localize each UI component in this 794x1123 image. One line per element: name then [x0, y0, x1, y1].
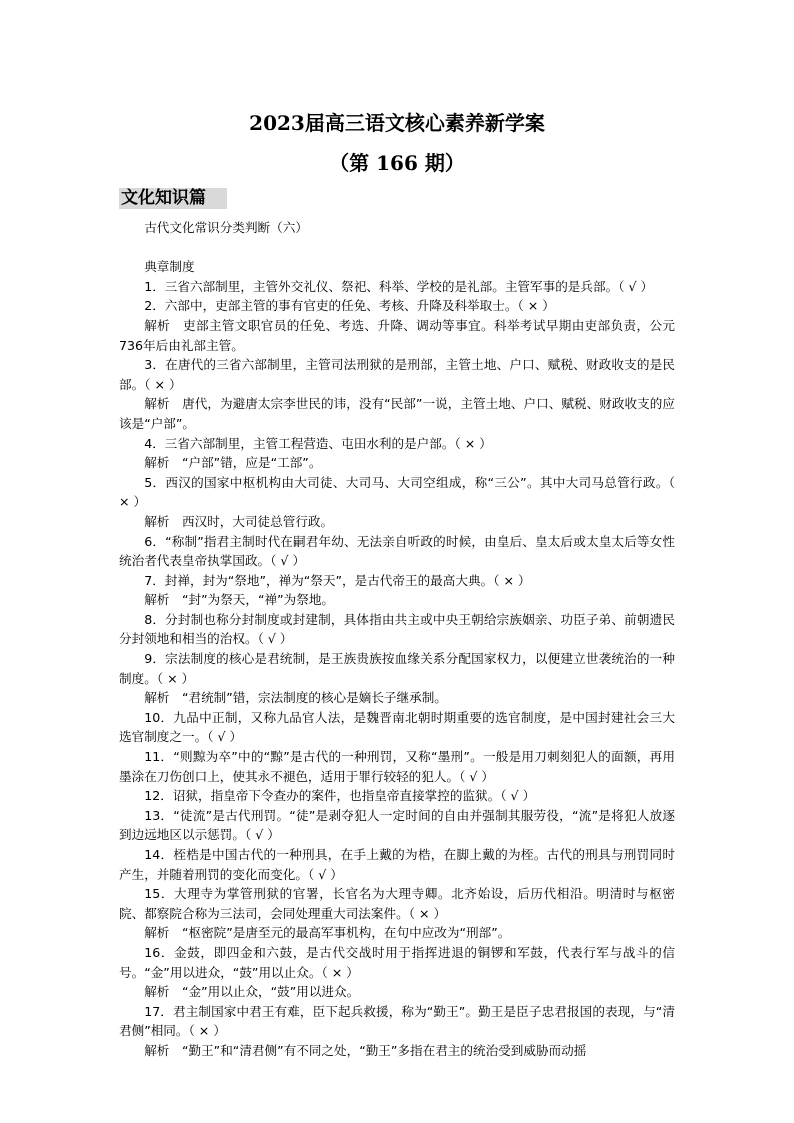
body-line: 17．君主制国家中君王有难，臣下起兵救援，称为“勤王”。勤王是臣子忠君报国的表现，与“清君侧”相同。（ × ） — [119, 1003, 675, 1039]
body-line: 16．金鼓，即四金和六鼓，是古代交战时用于指挥进退的铜锣和军鼓，代表行军与战斗的信号。“金”用以进众，“鼓”用以止众。（ × ） — [119, 944, 675, 980]
document-title: 2023届高三语文核心素养新学案 — [249, 111, 545, 135]
body-line: 2．六部中，吏部主管的事有官吏的任免、考核、升降及科举取士。（ × ） — [144, 298, 555, 314]
explanation-line: 解析 “封”为祭天，“禅”为祭地。 — [144, 592, 335, 608]
section-header: 文化知识篇 — [119, 188, 227, 209]
explanation-line: 解析 “枢密院”是唐至元的最高军事机构，在句中应改为“刑部”。 — [144, 925, 511, 941]
document-body — [119, 218, 675, 1061]
body-line: 13．“徒流”是古代刑罚。“徒”是剥夺犯人一定时间的自由并强制其服劳役，“流”是将犯人放逐到边远地区以示惩罚。（ √ ） — [119, 807, 675, 843]
explanation-line: 解析 “勤王”和“清君侧”有不同之处，“勤王”多指在君主的统治受到威胁而动摇 — [144, 1042, 587, 1058]
body-line: 7．封禅，封为“祭地”，禅为“祭天”，是古代帝王的最高大典。（ × ） — [144, 572, 531, 588]
body-line: 9．宗法制度的核心是君统制，是王族贵族按血缘关系分配国家权力，以便建立世袭统治的一种制度。（ × ） — [119, 651, 675, 686]
body-line: 15．大理寺为掌管刑狱的官署，长官名为大理寺卿。北齐始设，后历代相沿。明清时与枢密院、都察院合称为三法司，会同处理重大司法案件。（ × ） — [119, 886, 675, 921]
explanation-line: 解析 吏部主管文职官员的任免、考选、升降、调动等事宜。科举考试早期由吏部负责，公元736年后由礼部主管。 — [119, 317, 675, 353]
body-line: 11．“则黥为卒”中的“黥”是古代的一种刑罚，又称“墨刑”。一般是用刀刺刻犯人的面额，再用墨涂在刀伤创口上，使其永不褪色，适用于罪行较轻的犯人。（ √ ） — [119, 749, 675, 784]
body-line: 5．西汉的国家中枢机构由大司徒、大司马、大司空组成，称“三公”。其中大司马总管行政。（ × ） — [119, 474, 675, 510]
body-line: 14．桎梏是中国古代的一种刑具，在手上戴的为梏，在脚上戴的为桎。古代的刑具与刑罚同时产生，并随着刑罚的变化而变化。（ √ ） — [119, 847, 675, 882]
subtitle: 古代文化常识分类判断（六） — [144, 220, 308, 235]
explanation-line: 解析 唐代，为避唐太宗李世民的讳，没有“民部”一说，主管土地、户口、赋税、财政收支的应该是“户部”。 — [119, 396, 675, 431]
explanation-line: 解析 “君统制”错，宗法制度的核心是嫡长子继承制。 — [144, 690, 447, 706]
issue-number: （第 166 期） — [329, 151, 465, 175]
body-line: 10．九品中正制，又称九品官人法，是魏晋南北朝时期重要的选官制度，是中国封建社会三大选官制度之一。（ √ ） — [119, 709, 675, 745]
body-line: 8．分封制也称分封制度或封建制，具体指由共主或中央王朝给宗族姻亲、功臣子弟、前朝遗民分封领地和相当的治权。（ √ ） — [119, 611, 675, 647]
explanation-line: 解析 “金”用以止众，“鼓”用以进众。 — [144, 984, 360, 1000]
explanation-line: 解析 西汉时，大司徒总管行政。 — [144, 513, 334, 529]
body-line: 4．三省六部制里，主管工程营造、屯田水利的是户部。（ × ） — [144, 435, 492, 451]
body-line: 1．三省六部制里，主管外交礼仪、祭祀、科举、学校的是礼部。主管军事的是兵部。（ √ ） — [144, 278, 654, 294]
body-line: 6．“称制”指君主制时代在嗣君年幼、无法亲自听政的时候，由皇后、皇太后或太皇太后等女性统治者代表皇帝执掌国政。（ √ ） — [119, 533, 675, 569]
category-heading: 典章制度 — [144, 259, 195, 275]
body-line: 3．在唐代的三省六部制里，主管司法刑狱的是刑部，主管土地、户口、赋税、财政收支的是民部。（ × ） — [119, 357, 675, 392]
explanation-line: 解析 “户部”错，应是“工部”。 — [144, 455, 322, 471]
body-line: 12．诏狱，指皇帝下令查办的案件，也指皇帝直接掌控的监狱。（ √ ） — [144, 788, 536, 804]
